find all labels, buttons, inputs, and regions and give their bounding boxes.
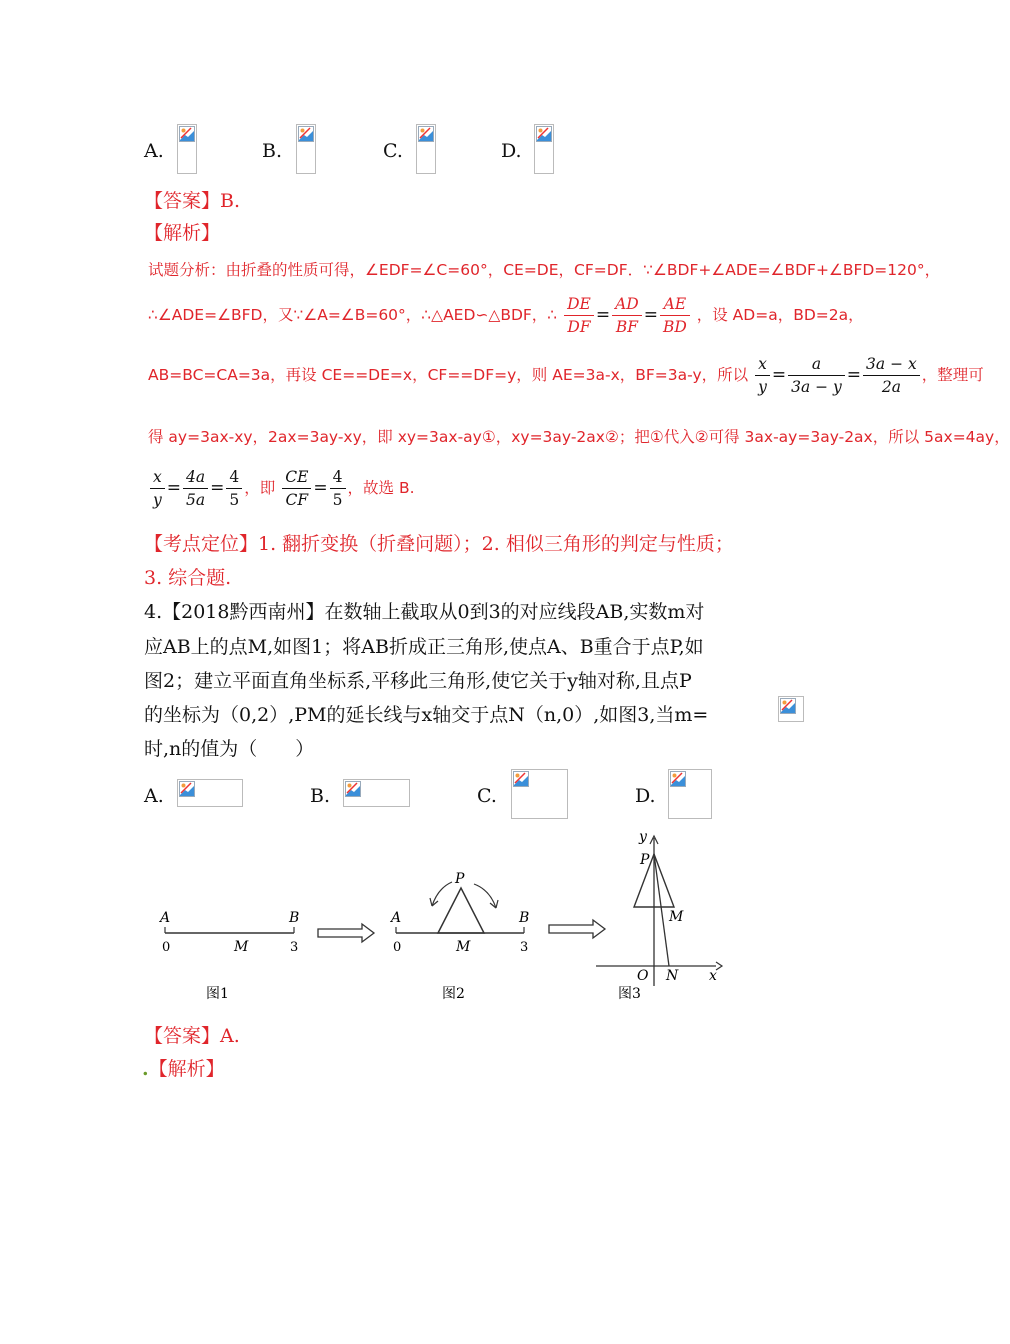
answer-tag: 【答案】	[144, 1025, 221, 1047]
broken-image-icon	[298, 126, 314, 142]
numerator: AE	[660, 293, 690, 316]
denominator: DF	[567, 318, 591, 336]
q3-answer	[144, 186, 240, 213]
fig3-label-o: O	[637, 968, 649, 984]
analysis-line-2: ∴∠ADE=∠BFD，又∵∠A=∠B=60°，∴△AED∽△BDF，∴ $\frac{DE}{DF}$ = $\frac{AD}{BF}$ = $\frac{AE}{BD}$ ，设 AD=a，BD=2a，	[148, 295, 864, 336]
q4-option-c-label: C.	[477, 785, 497, 807]
answer-value: A.	[220, 1025, 240, 1047]
fig2-triangle	[438, 888, 484, 933]
answer-value: B.	[220, 190, 241, 212]
q4-stem-line-3: 图2；建立平面直角坐标系,平移此三角形,使它关于y轴对称,且点P	[144, 670, 692, 692]
fig2-tick-label-3: 3	[520, 940, 529, 955]
figure-2	[389, 871, 529, 1002]
key-points-line-2: 3. 综合题.	[144, 567, 232, 589]
q4-option-d-image	[668, 769, 712, 819]
fig1-label-m: M	[234, 939, 249, 955]
fraction-ad-bf	[612, 293, 642, 338]
fig2-label-a: A	[391, 910, 402, 926]
numerator: x	[150, 466, 165, 489]
q3-option-d-image	[534, 124, 554, 174]
denominator: 5	[229, 491, 240, 509]
q4-option-d-label: D.	[635, 785, 656, 807]
fig2-label-p: P	[455, 871, 465, 887]
q4-option-b-image	[343, 779, 410, 807]
denominator: y	[153, 491, 162, 509]
q4-option-b-label: B.	[310, 785, 331, 807]
q3-option-a-image	[177, 124, 197, 174]
fig2-fold-arrow-right	[474, 884, 496, 908]
key-points-line-1: 1. 翻折变换（折叠问题）；2. 相似三角形的判定与性质；	[258, 533, 734, 555]
fig2-label-m: M	[456, 939, 471, 955]
numerator: 4	[330, 466, 346, 489]
q3-option-c-label: C.	[383, 140, 403, 162]
double-arrow-1	[318, 924, 374, 942]
fig3-caption: 图3	[618, 986, 641, 1002]
analysis-line-2-text-a: ∴∠ADE=∠BFD，又∵∠A=∠B=60°，∴△AED∽△BDF，∴	[148, 306, 558, 324]
broken-image-icon	[418, 126, 434, 142]
fig1-label-a: A	[160, 910, 171, 926]
denominator: 2a	[881, 378, 901, 396]
q4-option-a-image	[177, 779, 243, 807]
fig3-label-x: x	[709, 968, 717, 984]
q3-option-d-label: D.	[501, 140, 522, 162]
fraction-4a-5a	[183, 466, 208, 511]
analysis-line-2-text-b: ，设 AD=a，BD=2a，	[696, 306, 864, 324]
double-arrow-2	[549, 920, 605, 938]
q3-key-points	[144, 529, 734, 556]
fraction-de-df	[564, 293, 594, 338]
denominator: BD	[662, 318, 687, 336]
numerator: AD	[612, 293, 642, 316]
q3-analysis-tag: 【解析】	[144, 222, 221, 244]
key-points-tag: 【考点定位】	[144, 533, 259, 555]
numerator: 4a	[183, 466, 208, 489]
analysis-line-3: AB=BC=CA=3a，再设 CE==DE=x，CF==DF=y，则 AE=3a-x，BF=3a-y，所以 $\frac{x}{y}$ = $\frac{a}{3a - y}$ = $\frac{3a - x}{2a}$ ，整理可	[148, 355, 984, 396]
analysis-line-3-text-a: AB=BC=CA=3a，再设 CE==DE=x，CF==DF=y，则 AE=3a-x，BF=3a-y，所以	[148, 366, 749, 384]
fig1-caption: 图1	[206, 986, 229, 1002]
answer-tag: 【答案】	[144, 190, 221, 212]
q4-figures	[150, 828, 730, 1008]
analysis-line-1: 试题分析：由折叠的性质可得，∠EDF=∠C=60°，CE=DE，CF=DF．∵∠BDF+∠ADE=∠BDF+∠BFD=120°，	[148, 261, 941, 279]
denominator: 5a	[186, 491, 206, 509]
fig2-caption: 图2	[442, 986, 465, 1002]
figure-1	[158, 910, 299, 1002]
denominator: CF	[285, 491, 309, 509]
broken-image-icon	[670, 771, 686, 787]
fraction-ce-cf	[282, 466, 311, 511]
fig2-fold-arrow-left	[432, 882, 452, 906]
q4-analysis	[142, 1054, 225, 1081]
fig3-label-n: N	[666, 968, 679, 984]
q4-stem-line-2: 应AB上的点M,如图1；将AB折成正三角形,使点A、B重合于点P,如	[144, 636, 704, 658]
denominator: y	[758, 378, 767, 396]
denominator: BF	[615, 318, 638, 336]
fig3-label-m: M	[669, 909, 684, 925]
figure-3	[596, 829, 722, 1002]
q4-stem-line-1: 4.【2018黔西南州】在数轴上截取从0到3的对应线段AB,实数m对	[144, 601, 705, 623]
analysis-line-5-text-b: ，故选 B.	[347, 479, 415, 497]
numerator: DE	[564, 293, 594, 316]
analysis-line-5-text-a: ，即	[244, 479, 276, 497]
q3-option-b-image	[296, 124, 316, 174]
broken-image-icon	[345, 781, 361, 797]
fig3-line-pn	[654, 854, 669, 966]
q4-stem-line-4: 的坐标为（0,2）,PM的延长线与x轴交于点N（n,0）,如图3,当m=	[144, 704, 709, 726]
analysis-line-5: $\frac{x}{y}$ = $\frac{4a}{5a}$ = $\frac{4}{5}$ ，即 $\frac{CE}{CF}$ = $\frac{4}{5}$ ，故选 B.	[148, 466, 415, 511]
broken-image-icon	[536, 126, 552, 142]
broken-image-icon	[513, 771, 529, 787]
q3-option-b-label: B.	[262, 140, 283, 162]
fig3-label-y: y	[639, 829, 647, 845]
fig1-tick-label-0: 0	[162, 940, 171, 955]
analysis-dot: .	[142, 1058, 149, 1080]
fraction-ae-bd	[660, 293, 690, 338]
fraction-a-3a-y	[788, 353, 845, 398]
fraction-x-y	[755, 353, 770, 398]
broken-image-icon	[780, 698, 796, 714]
denominator: 3a − y	[791, 378, 842, 396]
q3-option-c-image	[416, 124, 436, 174]
denominator: 5	[332, 491, 343, 509]
q4-option-a-label: A.	[144, 785, 164, 807]
numerator: 3a − x	[863, 353, 920, 376]
q4-m-value-image	[778, 696, 804, 722]
fig2-tick-label-0: 0	[393, 940, 402, 955]
fraction-4-5	[226, 466, 242, 511]
analysis-line-3-text-b: ，整理可	[921, 366, 984, 384]
fig1-label-b: B	[289, 910, 300, 926]
fig1-tick-label-3: 3	[290, 940, 299, 955]
broken-image-icon	[179, 126, 195, 142]
analysis-line-4: 得 ay=3ax-xy，2ax=3ay-xy，即 xy=3ax-ay①，xy=3ay-2ax②；把①代入②可得 3ax-ay=3ay-2ax，所以 5ax=4ay，	[148, 428, 1010, 446]
fig3-label-p: P	[640, 852, 650, 868]
numerator: CE	[282, 466, 311, 489]
q4-option-c-image	[511, 769, 568, 819]
fraction-4-5-b	[330, 466, 346, 511]
broken-image-icon	[179, 781, 195, 797]
q4-stem-line-5: 时,n的值为（ ）	[144, 738, 315, 760]
fig2-label-b: B	[519, 910, 530, 926]
fraction-x-y-2	[150, 466, 165, 511]
numerator: x	[755, 353, 770, 376]
numerator: 4	[226, 466, 242, 489]
numerator: a	[788, 353, 845, 376]
fraction-3a-x-2a	[863, 353, 920, 398]
analysis-tag: 【解析】	[148, 1058, 225, 1080]
q3-option-a-label: A.	[144, 140, 164, 162]
q4-answer	[144, 1021, 240, 1048]
